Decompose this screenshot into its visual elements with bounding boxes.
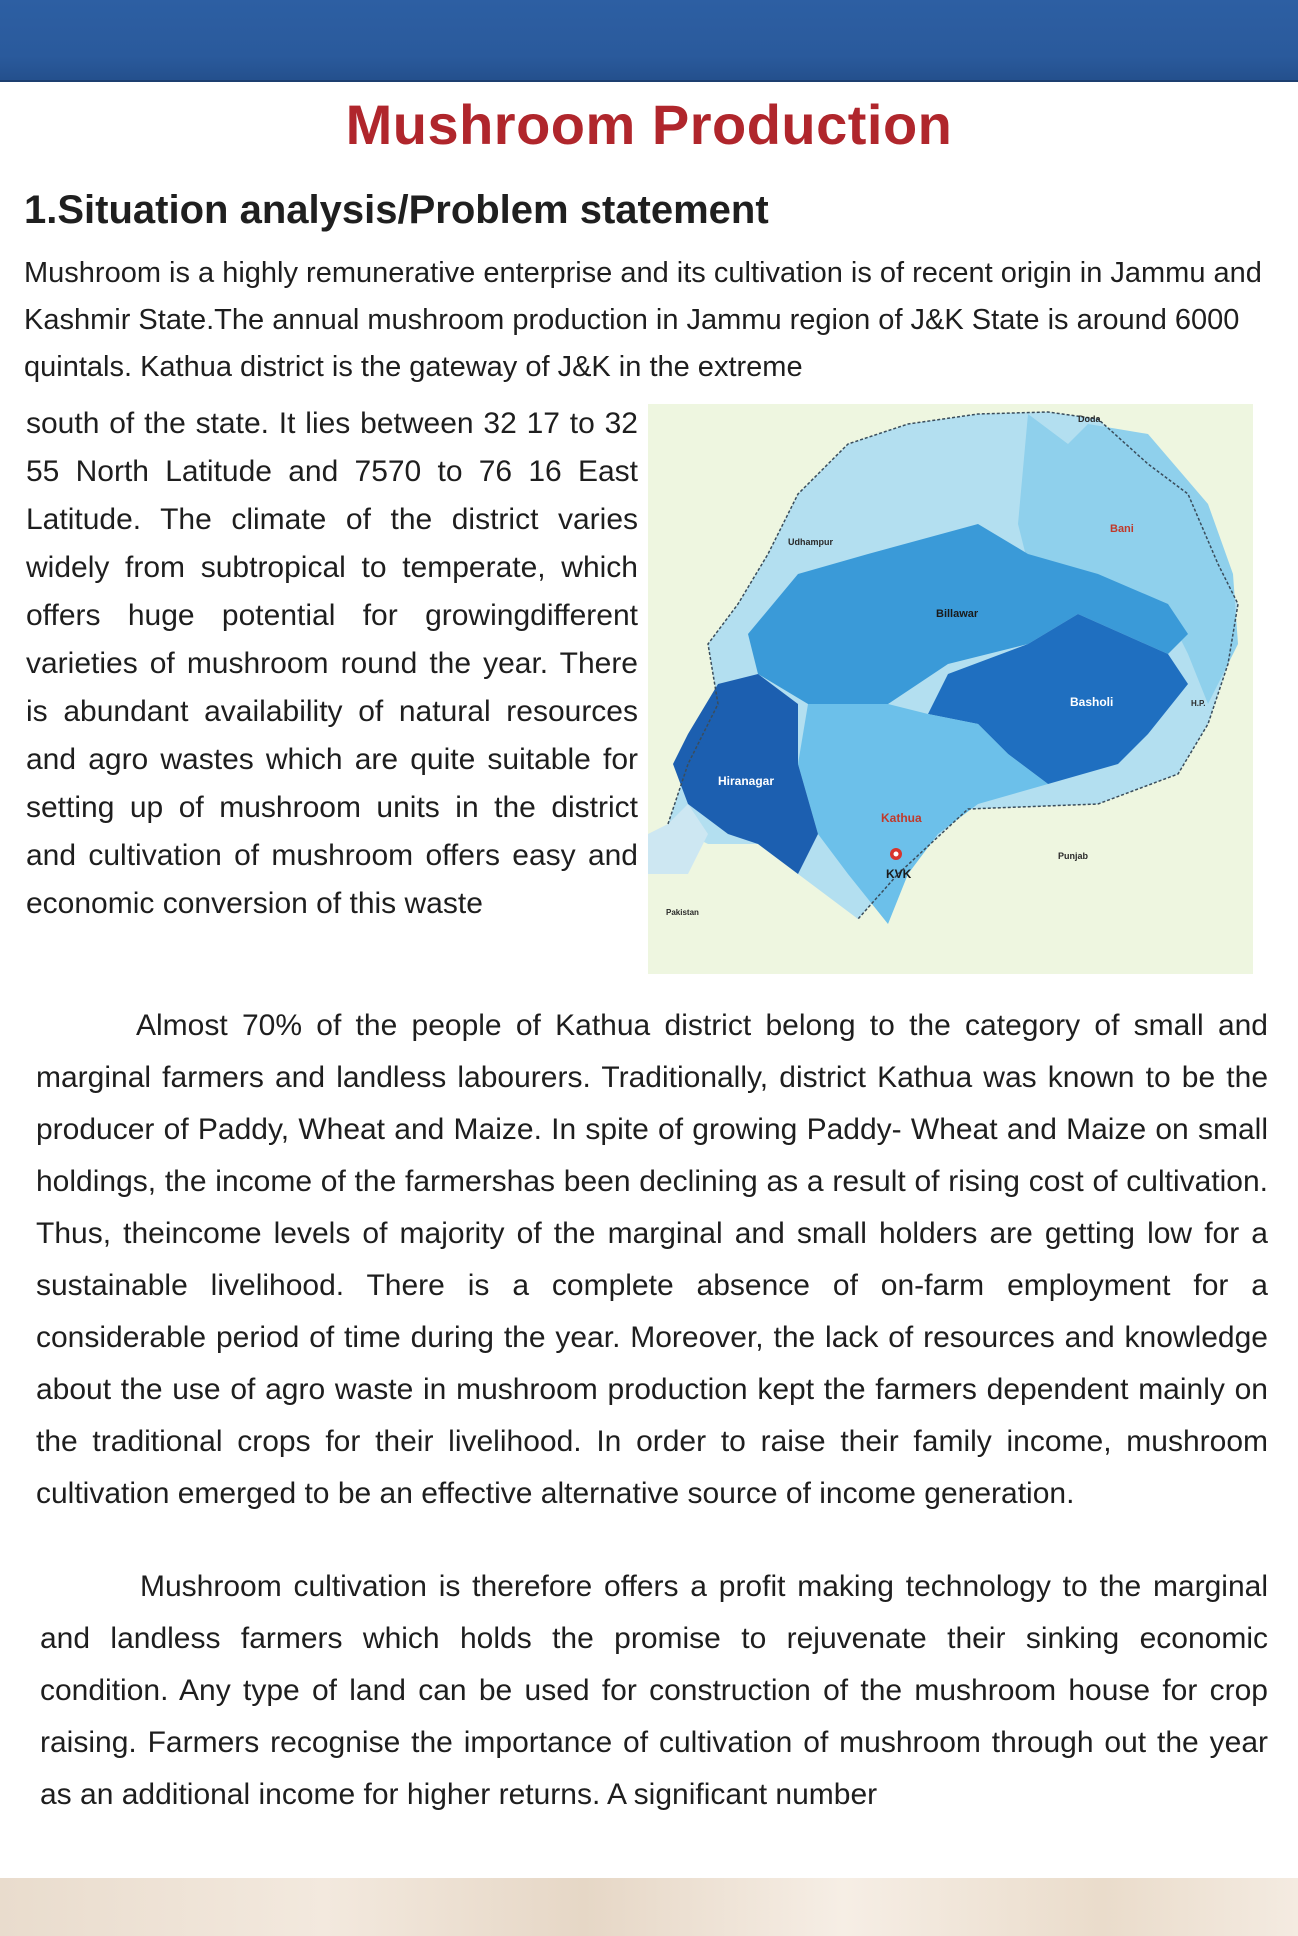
map-label-basholi: Basholi [1070, 695, 1114, 709]
map-label-doda: Doda [1078, 414, 1101, 424]
map-label-billawar: Billawar [936, 608, 979, 620]
map-label-kathua: Kathua [881, 811, 922, 825]
location-paragraph: south of the state. It lies between 32 17 to 32 55 North Latitude and 7570 to 76 16 East Latitude. The climate of the district varies widely from subtropical to temperate, which offers huge potential for growingdifferent varieties of mushroom round the year. There is abundant availability of natural resources and agro wastes which are quite suitable for setting up of mushroom units in the district and cultivation of mushroom offers easy and economic conversion of this waste [26, 407, 638, 920]
map-label-punjab: Punjab [1058, 851, 1089, 861]
map-label-kvk: KVK [886, 867, 912, 881]
intro-paragraph: Mushroom is a highly remunerative enterprise and its cultivation is of recent origin in Jammu and Kashmir State.The annual mushroom production in Jammu region of J&K State is around 6000 quintals. Kathua district is the gateway of J&K in the extreme [24, 257, 1262, 383]
farmers-paragraph: Almost 70% of the people of Kathua district belong to the category of small and marginal farmers and landless labourers. Traditionally, district Kathua was known to be the producer of Paddy, Wheat and Maize. In spite of growing Paddy- Wheat and Maize on small holdings, the income of the farmershas been declining as a result of rising cost of cultivation. Thus, theincome levels of majority of the marginal and small holders are getting low for a sustainable livelihood. There is a complete absence of on-farm employment for a considerable period of time during the year. Moreover, the lack of resources and knowledge about the use of agro waste in mushroom production kept the farmers dependent mainly on the traditional crops for their livelihood. In order to raise their family income, mushroom cultivation emerged to be an effective alternative source of income generation. [36, 1009, 1268, 1510]
section-heading: 1.Situation analysis/Problem statement [24, 188, 769, 232]
bottom-photo-strip [0, 1878, 1298, 1936]
page-title: Mushroom Production [345, 93, 953, 156]
map-label-hp: H.P. [1191, 699, 1206, 708]
top-banner [0, 0, 1298, 82]
map-label-hiranagar: Hiranagar [718, 774, 775, 788]
map-label-pakistan: Pakistan [666, 908, 699, 917]
map-label-bani: Bani [1110, 523, 1134, 535]
cultivation-paragraph: Mushroom cultivation is therefore offers a profit making technology to the marginal and landless farmers which holds the promise to rejuvenate their sinking economic condition. Any type of land can be used for construction of the mushroom house for crop raising. Farmers recognise the importance of cultivation of mushroom through out the year as an additional income for higher returns. A significant number [40, 1570, 1268, 1811]
map-label-udhampur: Udhampur [788, 537, 833, 547]
kathua-district-map [648, 404, 1253, 974]
kvk-marker-icon [890, 848, 902, 860]
